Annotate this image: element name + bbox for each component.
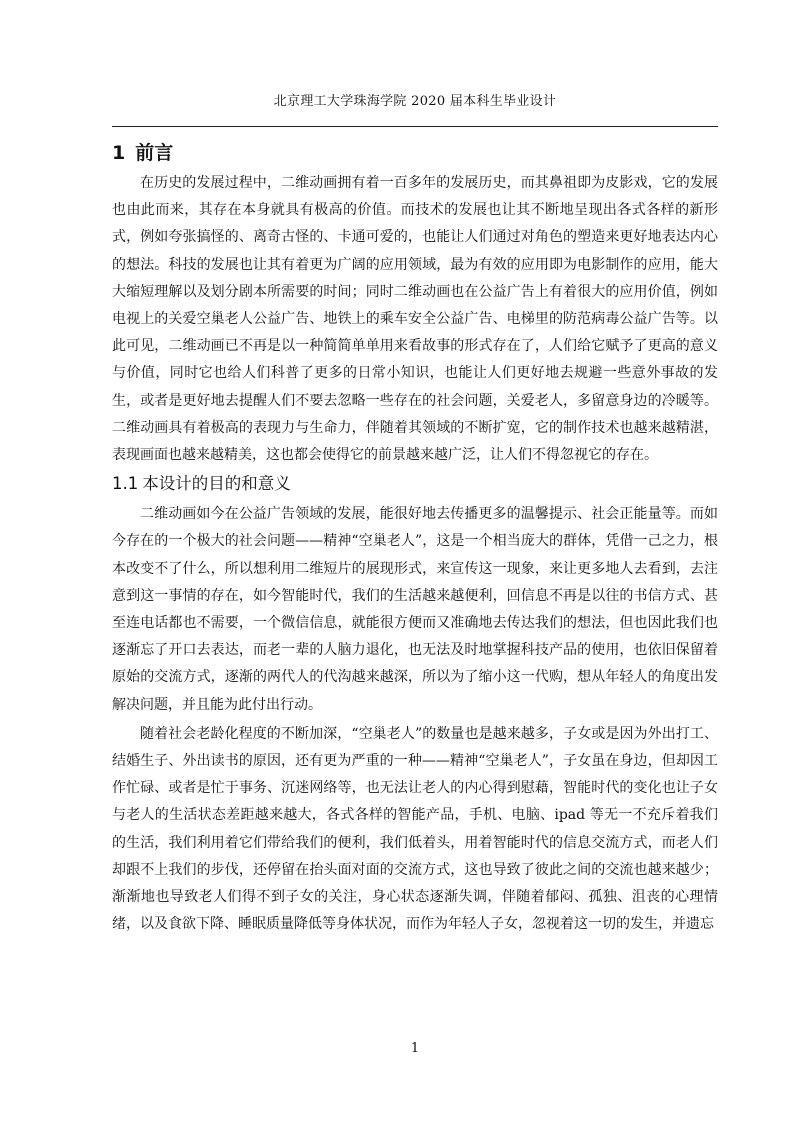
subsection-title: 本设计的目的和意义 xyxy=(142,474,291,494)
section-heading xyxy=(112,138,718,168)
section-number: 1 xyxy=(112,142,126,164)
subsection-number: 1.1 xyxy=(112,474,139,494)
running-header: 北京理工大学珠海学院 2020 届本科生毕业设计 xyxy=(273,94,557,109)
subsection-heading xyxy=(112,469,718,499)
section-paragraph: 在历史的发展过程中，二维动画拥有着一百多年的发展历史，而其鼻祖即为皮影戏，它的发展也由此而来，其存在本身就具有极高的价值。而技术的发展也让其不断地呈现出各式各样的新形式，例如夸张搞怪的、离奇古怪的、卡通可爱的，也能让人们通过对角色的塑造来更好地表达内心的想法。科技的发展也让其有着更为广阔的应用领域，最为有效的应用即为电影制作的应用，能大大缩短理解以及划分剧本所需要的时间；同时二维动画也在公益广告上有着很大的应用价值，例如电视上的关爱空巢老人公益广告、地铁上的乘车安全公益广告、电梯里的防范病毒公益广告等。以此可见，二维动画已不再是以一种简简单单用来看故事的形式存在了，人们给它赋予了更高的意义与价值，同时它也给人们科普了更多的日常小知识，也能让人们更好地去规避一些意外事故的发生，或者是更好地去提醒人们不要去忽略一些存在的社会问题，关爱老人，多留意身边的冷暖等。二维动画具有着极高的表现力与生命力，伴随着其领域的不断扩宽，它的制作技术也越来越精湛，表现画面也越来越精美，这也都会使得它的前景越来越广泛，让人们不得忽视它的存在。 xyxy=(112,175,718,464)
page-body xyxy=(112,138,718,938)
subsection-paragraph-2: 随着社会老龄化程度的不断加深，“空巢老人”的数量也是越来越多，子女或是因为外出打工、结婚生子、外出读书的原因，还有更为严重的一种——精神“空巢老人”，子女虽在身边，但却因工作忙碌、或者是忙于事务、沉迷网络等，也无法让老人的内心得到慰藉，智能时代的变化也让子女与老人的生活状态差距越来越大，各式各样的智能产品，手机、电脑、ipad 等无一不充斥着我们的生活，我们利用着它们带给我们的便利，我们低着头，用着智能时代的信息交流方式，而老人们却跟不上我们的步伐，还停留在抬头面对面的交流方式，这也导致了彼此之间的交流也越来越少；渐渐地也导致老人们得不到子女的关注，身心状态逐渐失调，伴随着郁闷、孤独、沮丧的心理情绪，以及食欲下降、睡眠质量降低等身体状况，而作为年轻人子女，忽视着这一切的发生，并遗忘 xyxy=(112,725,718,933)
subsection-paragraph-1: 二维动画如今在公益广告领域的发展，能很好地去传播更多的温馨提示、社会正能量等。而如今存在的一个极大的社会问题——精神“空巢老人”，这是一个相当庞大的群体，凭借一己之力，根本改变不了什么，所以想利用二维短片的展现形式，来宣传这一现象，来让更多地人去看到，去注意到这一事情的存在，如今智能时代，我们的生活越来越便利，回信息不再是以往的书信方式、甚至连电话都也不需要，一个微信信息，就能很方便而又准确地去传达我们的想法，但也因此我们也逐渐忘了开口去表达，而老一辈的人脑力退化，也无法及时地掌握科技产品的使用，也依旧保留着原始的交流方式，逐渐的两代人的代沟越来越深，所以为了缩小这一代购，想从年轻人的角度出发解决问题，并且能为此付出行动。 xyxy=(112,506,718,713)
page-number: 1 xyxy=(410,1041,420,1056)
header-divider xyxy=(112,126,718,127)
section-title: 前言 xyxy=(135,142,174,164)
